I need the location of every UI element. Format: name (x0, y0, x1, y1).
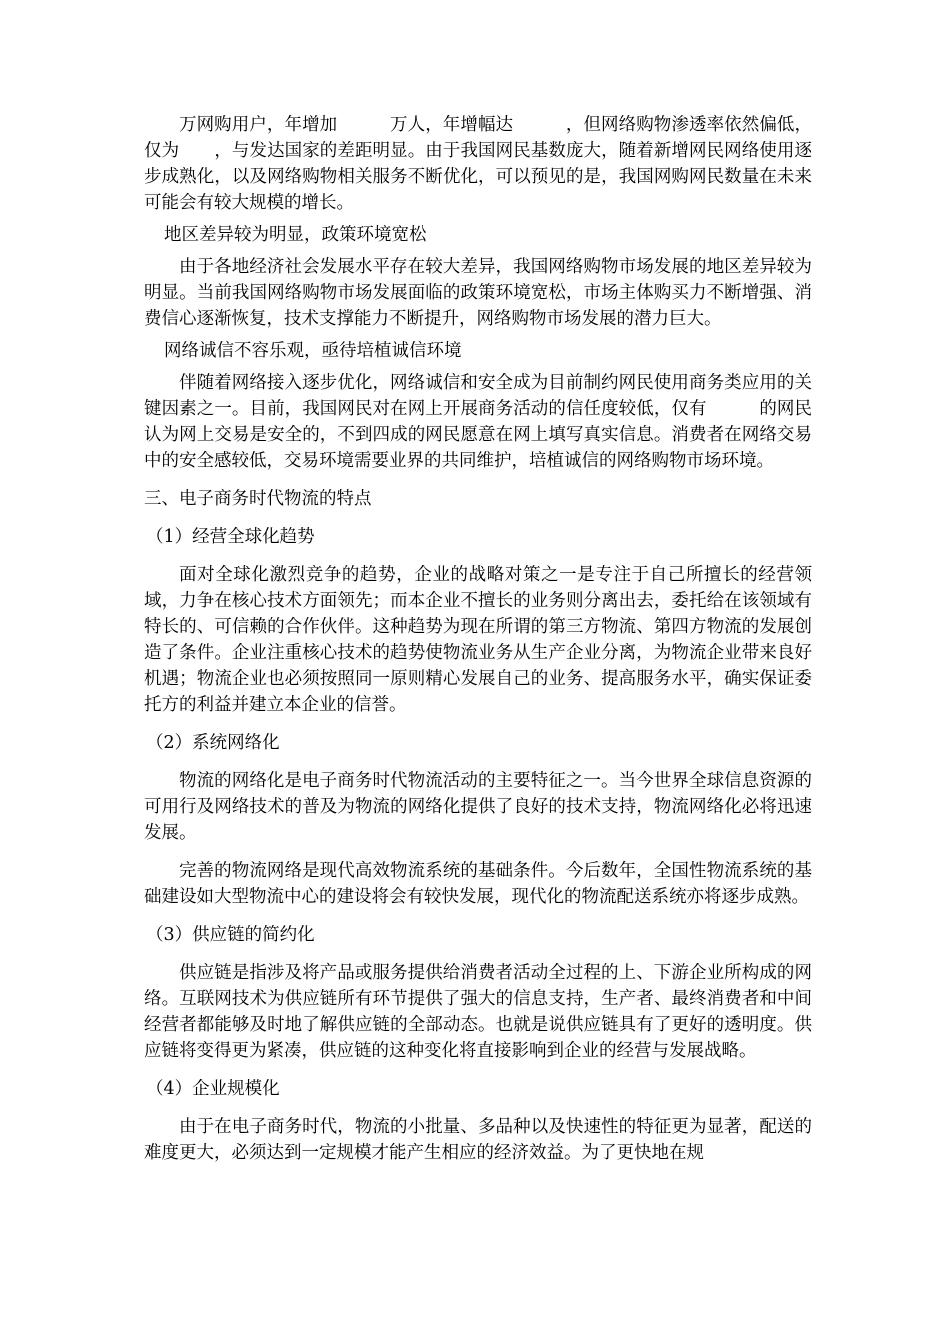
paragraph-online-integrity: 伴随着网络接入逐步优化，网络诚信和安全成为目前制约网民使用商务类应用的关键因素之一。目前，我国网民对在网上开展商务活动的信任度较低，仅有 的网民认为网上交易是安全的，不到四成的网民愿意在网上填写真实信息。消费者在网络交易中的安全感较低，交易环境需要业界的共同维护，培植诚信的网络购物市场环境。 (144, 373, 812, 471)
subheading-regional-difference: 地区差异较为明显，政策环境宽松 (164, 225, 427, 245)
paragraph-online-shoppers: 万网购用户，年增加 万人，年增幅达 ，但网络购物渗透率依然偏低，仅为 ，与发达国家的差距明显。由于我国网民基数庞大，随着新增网民网络使用逐步成熟化，以及网络购物相关服务不断优化，可以预见的是，我国网购网民数量在未来可能会有较大规模的增长。 (144, 115, 812, 213)
paragraph-globalization: 面对全球化激烈竞争的趋势，企业的战略对策之一是专注于自己所擅长的经营领域，力争在核心技术方面领先；而本企业不擅长的业务则分离出去，委托给在该领域有特长的、可信赖的合作伙伴。这种趋势为现在所谓的第三方物流、第四方物流的发展创造了条件。企业注重核心技术的趋势使物流业务从生产企业分离，为物流企业带来良好机遇；物流企业也必须按照同一原则精心发展自己的业务、提高服务水平，确实保证委托方的利益并建立本企业的信誉。 (144, 565, 812, 715)
document-page (144, 112, 812, 1166)
section-heading-logistics-features: 三、电子商务时代物流的特点 (144, 489, 372, 509)
paragraph-scale: 由于在电子商务时代，物流的小批量、多品种以及快速性的特征更为显著，配送的难度更大，必须达到一定规模才能产生相应的经济效益。为了更快地在规 (144, 1117, 812, 1163)
item-heading-supply-chain: （3）供应链的简约化 (146, 925, 315, 945)
item-heading-globalization: （1）经营全球化趋势 (146, 527, 315, 547)
paragraph-networking-2: 完善的物流网络是现代高效物流系统的基础条件。今后数年，全国性物流系统的基础建设如大型物流中心的建设将会有较快发展，现代化的物流配送系统亦将逐步成熟。 (144, 861, 812, 907)
subheading-online-integrity: 网络诚信不容乐观，亟待培植诚信环境 (164, 341, 462, 361)
item-heading-scale: （4）企业规模化 (146, 1079, 280, 1099)
paragraph-networking-1: 物流的网络化是电子商务时代物流活动的主要特征之一。当今世界全球信息资源的可用行及网络技术的普及为物流的网络化提供了良好的技术支持，物流网络化必将迅速发展。 (144, 771, 812, 843)
paragraph-supply-chain: 供应链是指涉及将产品或服务提供给消费者活动全过程的上、下游企业所构成的网络。互联网技术为供应链所有环节提供了强大的信息支持，生产者、最终消费者和中间经营者都能够及时地了解供应链的全部动态。也就是说供应链具有了更好的透明度。供应链将变得更为紧凑，供应链的这种变化将直接影响到企业的经营与发展战略。 (144, 963, 812, 1061)
item-heading-networking: （2）系统网络化 (146, 733, 280, 753)
paragraph-regional-difference: 由于各地经济社会发展水平存在较大差异，我国网络购物市场发展的地区差异较为明显。当前我国网络购物市场发展面临的政策环境宽松，市场主体购买力不断增强、消费信心逐渐恢复，技术支撑能力不断提升，网络购物市场发展的潜力巨大。 (144, 257, 812, 329)
